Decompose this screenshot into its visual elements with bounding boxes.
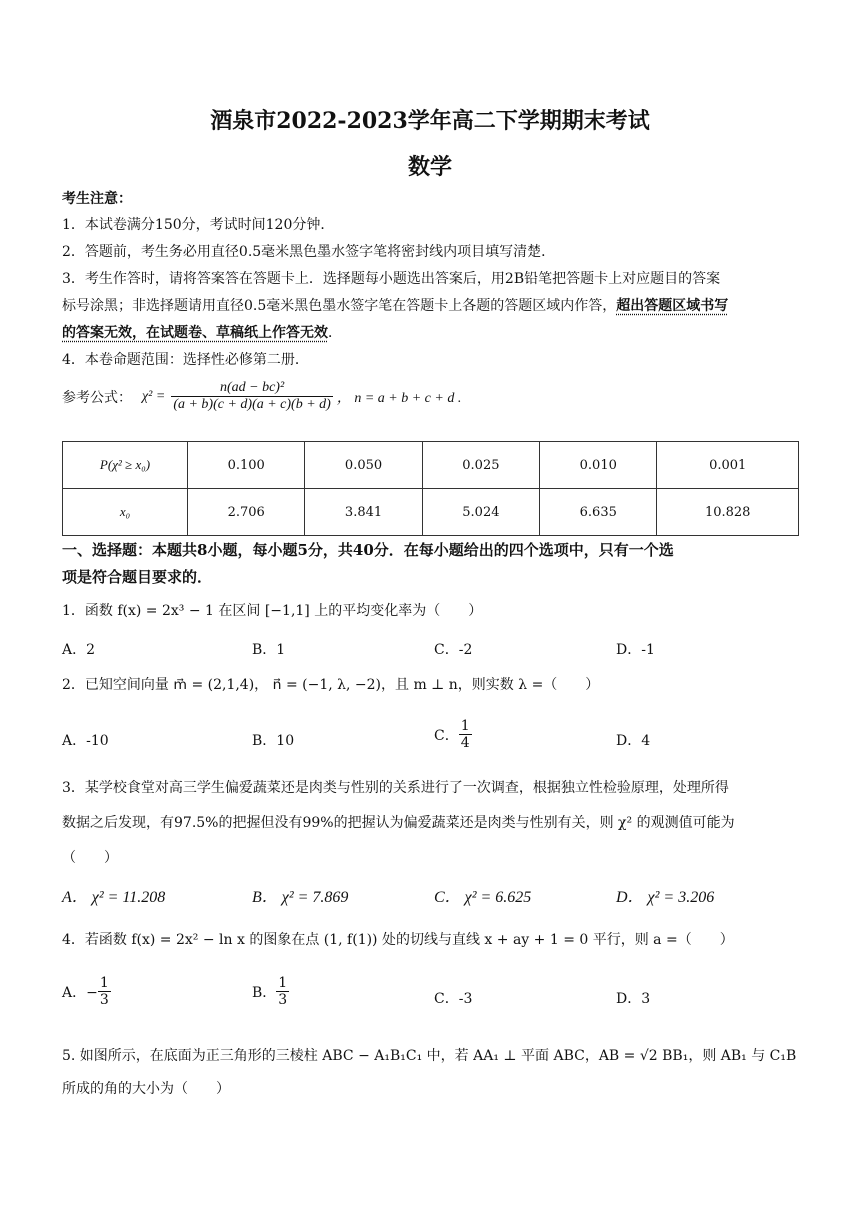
subject-title: 数学 — [407, 154, 452, 180]
notice-item-1: 1．本试卷满分150分，考试时间120分钟． — [62, 217, 335, 233]
formula-lhs: χ² = — [142, 388, 166, 404]
q2-option-c — [434, 718, 472, 751]
table-cell: 0.100 — [188, 442, 305, 489]
fraction-denominator: 3 — [99, 992, 109, 1008]
section-heading-line2: 项是符合题目要求的． — [62, 568, 213, 586]
table-cell: 10.828 — [657, 489, 799, 536]
question-5-line1: 5. 如图所示，在底面为正三角形的三棱柱 ABC − A₁B₁C₁ 中，若 AA₁ ⊥ 平面 ABC，AB = √2 BB₁，则 AB₁ 与 C₁B — [62, 1048, 797, 1064]
question-5-line2: 所成的角的大小为（ ） — [62, 1081, 230, 1097]
table-header-p: P(χ² ≥ x₀) — [63, 442, 188, 489]
notice-item-3-end — [62, 322, 342, 342]
critical-value-table — [62, 441, 799, 536]
q3-option-b: B． χ² = 7.869 — [252, 889, 349, 906]
section-heading-line1: 一、选择题：本题共8小题，每小题5分，共40分．在每小题给出的四个选项中，只有一个选 — [62, 541, 674, 559]
q3-option-d: D． χ² = 3.206 — [616, 889, 715, 906]
table-cell: 0.025 — [422, 442, 539, 489]
q1-option-d: D．-1 — [616, 642, 655, 658]
notice-period: ． — [328, 325, 342, 341]
q1-option-b: B．1 — [252, 642, 286, 658]
formula-numerator: n(ad − bc)² — [171, 380, 333, 397]
question-4: 4．若函数 f(x) = 2x² − ln x 的图象在点 (1, f(1)) 处的切线与直线 x + ay + 1 = 0 平行，则 a =（ ） — [62, 932, 734, 948]
question-1: 1．函数 f(x) = 2x³ − 1 在区间 [−1,1] 上的平均变化率为（ ） — [62, 603, 483, 619]
formula-tail: ， n = a + b + c + d . — [336, 390, 462, 406]
question-3-line3: （ ） — [62, 850, 118, 866]
table-cell: 0.050 — [305, 442, 422, 489]
notice-emphasis-2: 的答案无效，在试题卷、草稿纸上作答无效 — [62, 325, 328, 341]
q1-option-a: A．2 — [62, 642, 96, 658]
q4-option-a-label: A．− — [62, 984, 98, 1001]
notice-item-4: 4．本卷命题范围：选择性必修第二册． — [62, 352, 309, 368]
notice-item-3-text: 标号涂黑；非选择题请用直径0.5毫米黑色墨水签字笔在答题卡上各题的答题区域内作答， — [62, 298, 617, 314]
q4-option-b-fraction — [276, 975, 289, 1008]
fraction-numerator: 1 — [99, 975, 109, 991]
fraction-numerator: 1 — [278, 975, 288, 991]
question-3-line1: 3．某学校食堂对高三学生偏爱蔬菜还是肉类与性别的关系进行了一次调查，根据独立性检验原理，处理所得 — [62, 780, 729, 796]
exam-title: 酒泉市2022-2023学年高二下学期期末考试 — [210, 108, 650, 134]
notice-item-3-cont — [62, 295, 728, 315]
question-3-line2: 数据之后发现，有97.5%的把握但没有99%的把握认为偏爱蔬菜还是肉类与性别有关，则 χ² 的观测值可能为 — [62, 815, 735, 831]
table-header-x0: x₀ — [63, 489, 188, 536]
table-cell: 0.010 — [540, 442, 657, 489]
q4-option-a-fraction — [98, 975, 111, 1008]
question-2: 2．已知空间向量 m⃗ = (2,1,4)， n⃗ = (−1, λ, −2)，且 m ⊥ n，则实数 λ =（ ） — [62, 677, 600, 693]
q4-option-a — [62, 975, 111, 1008]
q4-option-b — [252, 975, 289, 1008]
formula-denominator: (a + b)(c + d)(a + c)(b + d) — [173, 397, 331, 412]
table-cell: 0.001 — [657, 442, 799, 489]
table-cell: 6.635 — [540, 489, 657, 536]
notice-item-2: 2．答题前，考生务必用直径0.5毫米黑色墨水签字笔将密封线内项目填写清楚． — [62, 244, 556, 260]
q4-option-c: C．-3 — [434, 991, 473, 1007]
q2-option-d: D．4 — [616, 733, 651, 749]
q4-option-d: D．3 — [616, 991, 651, 1007]
formula-fraction — [171, 380, 333, 413]
q2-option-c-fraction — [459, 718, 472, 751]
table-cell: 3.841 — [305, 489, 422, 536]
table-cell: 5.024 — [422, 489, 539, 536]
q2-option-c-label: C． — [434, 727, 459, 744]
notice-emphasis-1: 超出答题区域书写 — [616, 298, 729, 314]
q2-option-b: B．10 — [252, 733, 295, 749]
fraction-denominator: 3 — [278, 992, 288, 1008]
q1-option-c: C．-2 — [434, 642, 473, 658]
reference-formula — [62, 380, 461, 413]
notice-item-3: 3．考生作答时，请将答案答在答题卡上．选择题每小题选出答案后，用2B铅笔把答题卡上对应题目的答案 — [62, 271, 721, 287]
table-cell: 2.706 — [188, 489, 305, 536]
table-row — [63, 489, 799, 536]
formula-label: 参考公式： — [62, 389, 132, 406]
q3-option-a: A． χ² = 11.208 — [62, 889, 166, 906]
q3-option-c: C． χ² = 6.625 — [434, 889, 532, 906]
q4-option-b-label: B． — [252, 984, 277, 1001]
table-row — [63, 442, 799, 489]
fraction-numerator: 1 — [460, 718, 470, 734]
fraction-denominator: 4 — [460, 735, 470, 751]
q2-option-a: A．-10 — [62, 733, 109, 749]
notice-heading: 考生注意： — [62, 191, 132, 207]
